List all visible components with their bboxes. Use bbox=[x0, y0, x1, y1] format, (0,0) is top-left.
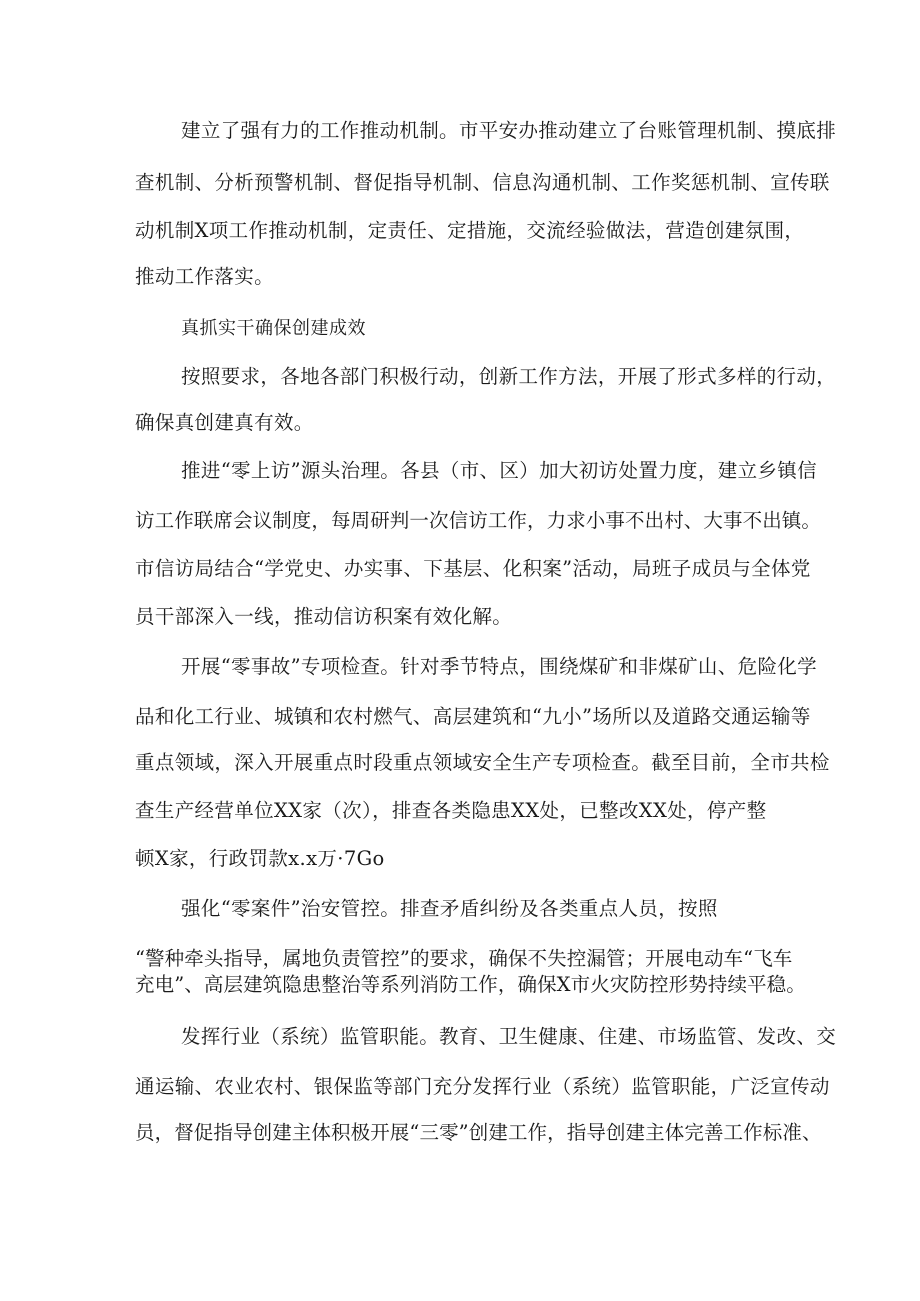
paragraph-7-line-2: 通运输、农业农村、银保监等部门充分发挥行业（系统）监管职能，广泛宣传动 bbox=[135, 1075, 830, 1098]
paragraph-5-line-3: 重点领域，深入开展重点时段重点领域安全生产专项检查。截至目前，全市共检 bbox=[135, 751, 830, 774]
paragraph-4-line-1: 推进“零上访”源头治理。各县（市、区）加大初访处置力度，建立乡镇信 bbox=[181, 459, 817, 482]
paragraph-3-line-2: 确保真创建真有效。 bbox=[135, 411, 314, 434]
paragraph-4-line-3: 市信访局结合“学党史、办实事、下基层、化积案”活动，局班子成员与全体党 bbox=[135, 557, 811, 580]
paragraph-6-line-1: 强化“零案件”治安管控。排查矛盾纠纷及各类重点人员，按照 bbox=[181, 897, 718, 920]
paragraph-1-line-1: 建立了强有力的工作推动机制。市平安办推动建立了台账管理机制、摸底排 bbox=[181, 119, 837, 142]
section-heading: 真抓实干确保创建成效 bbox=[181, 318, 366, 339]
paragraph-6-line-2: “警种牵头指导，属地负责管控”的要求，确保不失控漏管；开展电动车“飞车 bbox=[135, 947, 793, 970]
paragraph-5-line-2: 品和化工行业、城镇和农村燃气、高层建筑和“九小”场所以及道路交通运输等 bbox=[135, 705, 811, 728]
paragraph-1-line-4: 推动工作落实。 bbox=[135, 265, 274, 288]
paragraph-4-line-2: 访工作联席会议制度，每周研判一次信访工作，力求小事不出村、大事不出镇。 bbox=[135, 509, 822, 532]
paragraph-7-line-1: 发挥行业（系统）监管职能。教育、卫生健康、住建、市场监管、发改、交 bbox=[181, 1025, 837, 1048]
paragraph-1-line-2: 查机制、分析预警机制、督促指导机制、信息沟通机制、工作奖惩机制、宣传联 bbox=[135, 171, 830, 194]
paragraph-3-line-1: 按照要求，各地各部门积极行动，创新工作方法，开展了形式多样的行动， bbox=[181, 365, 837, 388]
paragraph-5-line-1: 开展“零事故”专项检查。针对季节特点，围绕煤矿和非煤矿山、危险化学 bbox=[181, 655, 817, 678]
paragraph-7-line-3: 员，督促指导创建主体积极开展“三零”创建工作，指导创建主体完善工作标准、 bbox=[135, 1121, 822, 1144]
paragraph-4-line-4: 员干部深入一线，推动信访积案有效化解。 bbox=[135, 605, 513, 628]
paragraph-5-line-4: 查生产经营单位XX家（次），排查各类隐患XX处，已整改XX处，停产整 bbox=[135, 799, 767, 822]
paragraph-6-line-3: 充电”、高层建筑隐患整治等系列消防工作，确保X市火灾防控形势持续平稳。 bbox=[135, 973, 806, 996]
paragraph-1-line-3: 动机制X项工作推动机制，定责任、定措施，交流经验做法，营造创建氛围， bbox=[135, 219, 805, 242]
paragraph-5-line-5: 顿X家，行政罚款x.x万·7Go bbox=[135, 847, 385, 870]
